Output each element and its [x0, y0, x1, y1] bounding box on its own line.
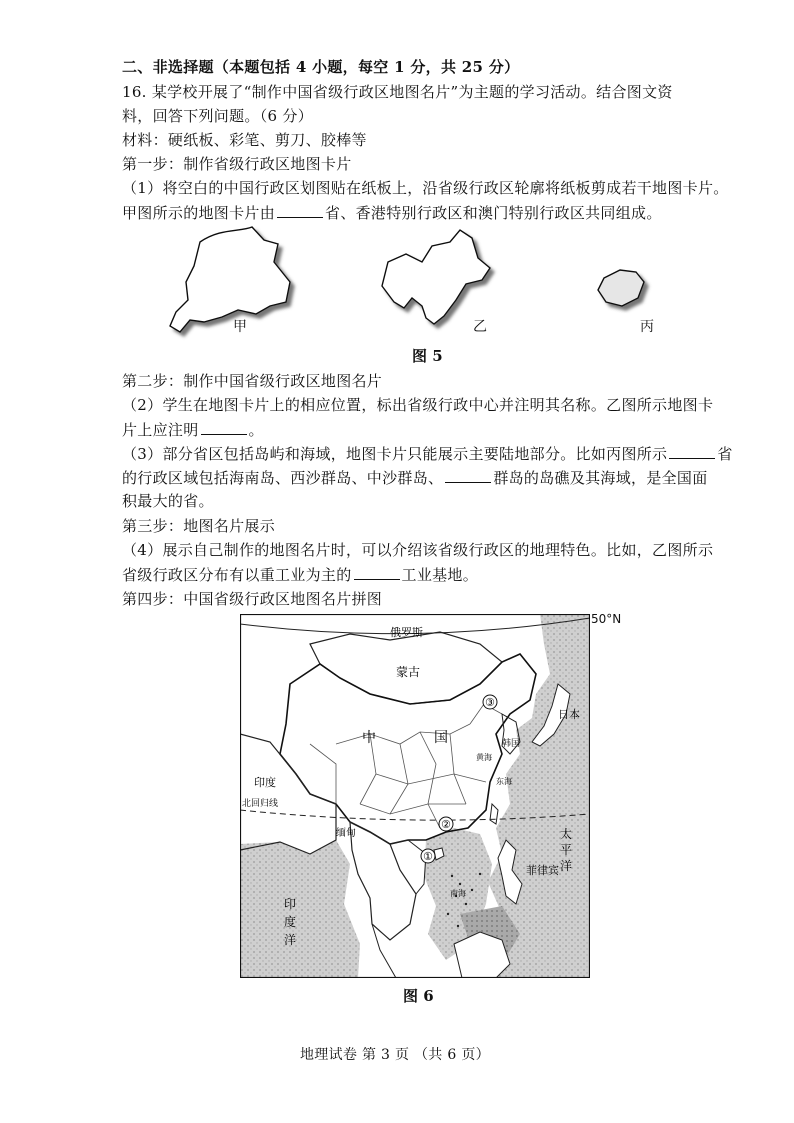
- label-philippines: 菲律宾: [526, 864, 559, 877]
- step4-title: 第四步：中国省级行政区地图名片拼图: [122, 590, 383, 608]
- answer-blank-1[interactable]: [277, 201, 323, 218]
- label-guo: 国: [434, 730, 448, 746]
- label-myanmar: 缅甸: [336, 828, 356, 839]
- materials-line: 材料：硬纸板、彩笔、剪刀、胶棒等: [122, 131, 367, 149]
- label-east-sea: 东海: [496, 777, 512, 786]
- answer-blank-3[interactable]: [669, 442, 715, 459]
- answer-blank-2[interactable]: [201, 418, 247, 435]
- q2-text-a: 片上应注明: [122, 421, 199, 439]
- label-south-sea: 南海: [450, 889, 466, 898]
- step3-title: 第三步：地图名片展示: [122, 517, 276, 535]
- step2-title: 第二步：制作中国省级行政区地图名片: [122, 372, 383, 390]
- label-indian-ocean-1: 印: [284, 897, 297, 911]
- answer-blank-5[interactable]: [354, 563, 400, 580]
- question-intro-line1: 16. 某学校开展了“制作中国省级行政区地图名片”为主题的学习活动。结合图文资: [122, 83, 673, 101]
- latitude-label: 50°N: [591, 612, 622, 626]
- q4-line1: （4）展示自己制作的地图名片时，可以介绍该省级行政区的地理特色。比如，乙图所示: [122, 541, 714, 559]
- q1-text-a: 甲图所示的地图卡片由: [122, 204, 276, 222]
- q4-text-b: 工业基地。: [401, 566, 479, 584]
- figure6-map: [240, 614, 590, 978]
- label-pacific-1: 太: [560, 827, 573, 841]
- label-korea: 韩国: [502, 739, 521, 749]
- label-zhong: 中: [362, 730, 376, 746]
- q1-line1: （1）将空白的中国行政区划图贴在纸板上，沿省级行政区轮廓将纸板剪成若干地图卡片。: [122, 179, 729, 197]
- q3-text-a: （3）部分省区包括岛屿和海域，地图卡片只能展示主要陆地部分。比如丙图所示: [122, 445, 668, 463]
- q3-line2: [122, 466, 708, 489]
- q1-line2: [122, 201, 662, 224]
- q3-text-b: 省: [717, 445, 733, 463]
- question-intro-line2: 料，回答下列问题。（6 分）: [122, 107, 314, 125]
- label-mongolia: 蒙古: [396, 665, 421, 679]
- q3-text-d: 群岛的岛礁及其海域，是全国面: [493, 469, 708, 487]
- q2-line2: [122, 418, 264, 441]
- marker-1: ①: [423, 850, 433, 863]
- q1-text-b: 省、香港特别行政区和澳门特别行政区共同组成。: [325, 204, 662, 222]
- marker-3: ③: [485, 696, 495, 709]
- label-indian-ocean-2: 度: [284, 915, 297, 929]
- q3-line3: 积最大的省。: [122, 492, 214, 510]
- label-yellow-sea: 黄海: [476, 753, 492, 762]
- card-label-jia: 甲: [233, 319, 247, 335]
- card-bing-shape: [598, 270, 644, 306]
- label-russia: 俄罗斯: [390, 626, 423, 639]
- card-label-yi: 乙: [473, 319, 487, 335]
- q3-text-c: 的行政区域包括海南岛、西沙群岛、中沙群岛、: [122, 469, 444, 487]
- label-pacific-3: 洋: [560, 859, 573, 873]
- section-heading: 二、非选择题（本题包括 4 小题，每空 1 分，共 25 分）: [122, 58, 520, 76]
- figure5-caption: 图 5: [412, 347, 443, 365]
- label-india: 印度: [254, 776, 276, 789]
- figure6-caption: 图 6: [403, 987, 434, 1005]
- step1-title: 第一步：制作省级行政区地图卡片: [122, 155, 352, 173]
- label-tropic: 北回归线: [242, 799, 279, 809]
- label-pacific-2: 平: [560, 843, 573, 857]
- label-japan: 日本: [558, 708, 580, 721]
- q2-text-b: 。: [248, 421, 264, 439]
- label-indian-ocean-3: 洋: [284, 933, 297, 947]
- marker-2: ②: [441, 818, 451, 831]
- card-label-bing: 丙: [640, 319, 654, 335]
- card-jia-shape: [170, 227, 290, 332]
- page-footer: 地理试卷 第 3 页 （共 6 页）: [300, 1047, 490, 1063]
- q3-line1: [122, 442, 733, 465]
- q2-line1: （2）学生在地图卡片上的相应位置，标出省级行政中心并注明其名称。乙图所示地图卡: [122, 396, 714, 414]
- answer-blank-4[interactable]: [445, 466, 491, 483]
- q4-text-a: 省级行政区分布有以重工业为主的: [122, 566, 352, 584]
- card-yi-shape: [382, 230, 490, 324]
- q4-line2: [122, 563, 478, 586]
- indian-ocean-area: [240, 840, 360, 978]
